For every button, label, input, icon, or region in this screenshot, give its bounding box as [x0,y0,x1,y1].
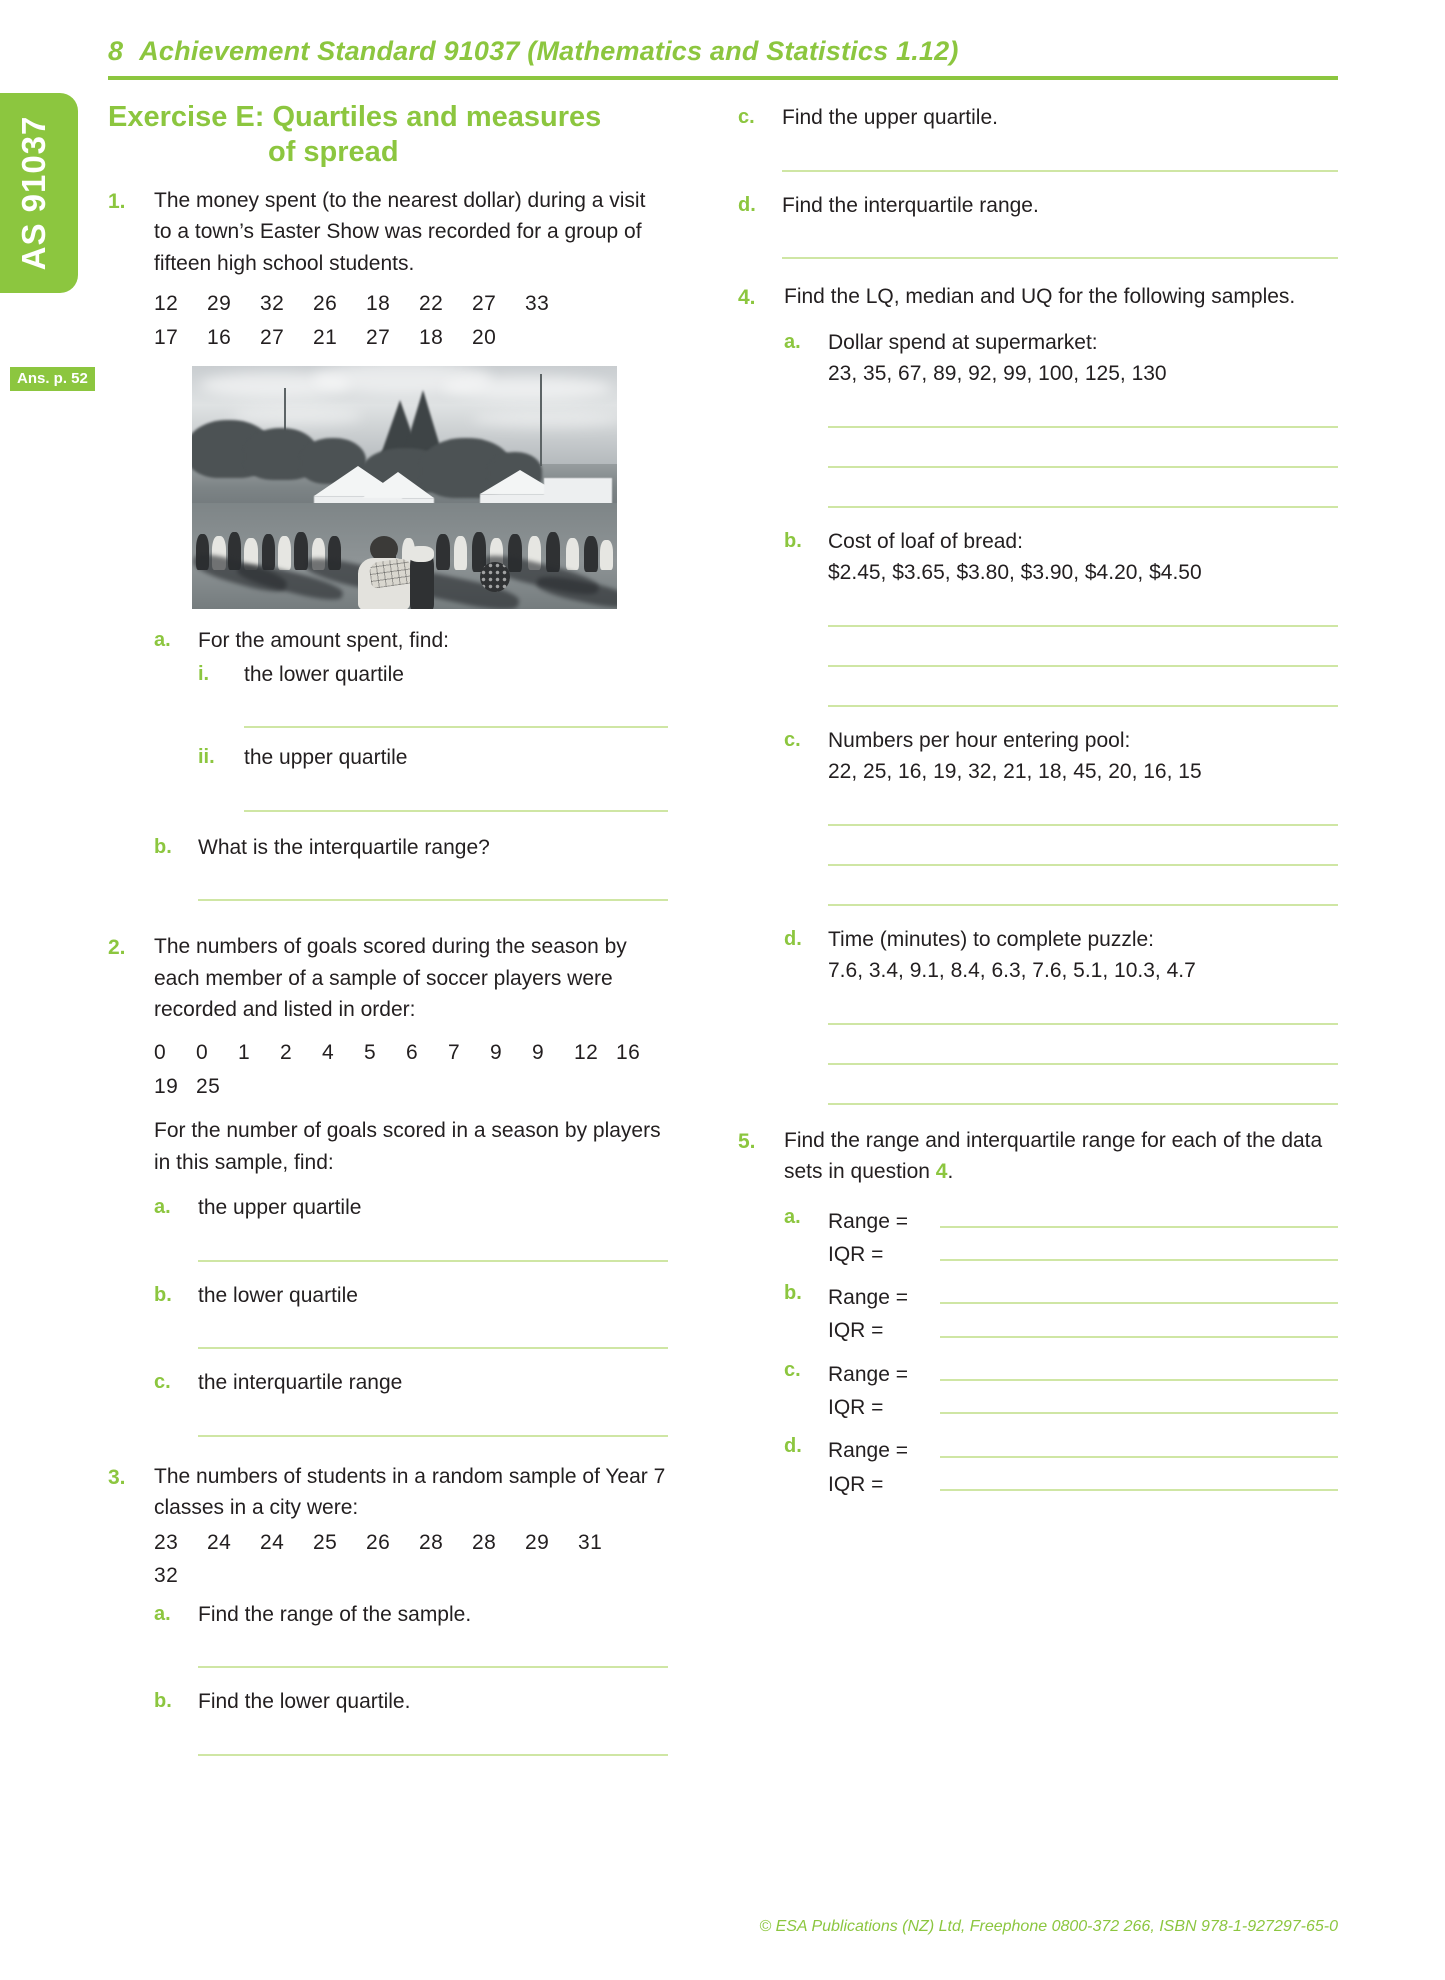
question-5b-iqr-row [828,1317,1338,1344]
data-value: 26 [366,1530,391,1554]
data-value: 27 [366,325,391,349]
answer-line[interactable] [940,1226,1338,1228]
question-3-data [154,1526,668,1593]
data-value: 29 [525,1530,550,1554]
data-value: 1 [238,1040,251,1064]
question-5a-range-row [828,1208,1338,1235]
data-value: 29 [207,292,232,316]
question-2c-text: the interquartile range [198,1371,403,1395]
data-value: 17 [154,325,179,349]
data-value: 27 [260,325,285,349]
data-value: 24 [207,1530,232,1554]
question-3c-text: Find the upper quartile. [782,106,998,129]
answer-line[interactable] [198,1435,668,1437]
question-1-data-row-1 [154,287,668,321]
answer-line[interactable] [244,726,668,728]
question-4b-label: b. [784,529,802,552]
question-1a-ii-text: the upper quartile [244,746,408,770]
question-4a-data: 23, 35, 67, 89, 92, 99, 100, 125, 130 [828,362,1167,385]
question-5b [784,1278,1338,1345]
answer-line[interactable] [782,170,1338,172]
question-5c-label: c. [784,1358,801,1381]
easter-show-photo [192,366,617,609]
question-4a-label: a. [784,330,801,353]
iqr-label: IQR = [828,1319,884,1343]
question-4 [738,281,1338,1105]
question-4c [784,725,1338,906]
data-value: 22 [419,292,444,316]
question-1a-i-label: i. [198,662,210,685]
question-1-text: The money spent (to the nearest dollar) during a visit to a town’s Easter Show was recorded for a group of fifteen high school students. [154,188,646,275]
question-5a-label: a. [784,1205,801,1228]
question-3c-label: c. [738,106,755,128]
answer-line[interactable] [828,1103,1338,1105]
iqr-label: IQR = [828,1242,884,1266]
question-1a [154,625,668,812]
answer-line[interactable] [198,1347,668,1349]
data-value: 28 [419,1530,444,1554]
question-5-number: 5. [738,1129,756,1153]
iqr-label: IQR = [828,1472,884,1496]
header-rule [108,76,1338,80]
question-4b-data: $2.45, $3.65, $3.80, $3.90, $4.20, $4.50 [828,561,1202,584]
question-4a [784,327,1338,508]
data-value: 6 [406,1040,419,1064]
answer-line[interactable] [940,1302,1338,1304]
question-3 [108,1461,668,1756]
question-5d-iqr-row [828,1471,1338,1498]
question-3b-text: Find the lower quartile. [198,1690,411,1714]
answer-line[interactable] [828,904,1338,906]
question-5-text-part1: Find the range and interquartile range for each of the data sets in question [784,1128,1323,1183]
question-2-number: 2. [108,936,126,960]
iqr-label: IQR = [828,1395,884,1419]
question-4c-data: 22, 25, 16, 19, 32, 21, 18, 45, 20, 16, 15 [828,760,1202,783]
data-value: 32 [154,1564,179,1588]
left-column [108,100,668,1758]
answer-line[interactable] [940,1412,1338,1414]
data-value: 23 [154,1530,179,1554]
question-1a-ii [198,742,668,812]
data-value: 16 [616,1040,641,1064]
question-5b-range-row [828,1284,1338,1311]
question-1b-label: b. [154,835,172,858]
data-value: 27 [472,292,497,316]
question-3d [738,190,1338,260]
data-value: 18 [419,325,444,349]
question-1b-text: What is the interquartile range? [198,835,490,859]
question-2a [154,1192,668,1262]
running-head [108,36,1338,67]
data-value: 24 [260,1530,285,1554]
range-label: Range = [828,1439,908,1463]
question-1a-i [198,659,668,729]
question-3b-label: b. [154,1690,172,1713]
question-3d-label: d. [738,193,756,216]
data-value: 5 [364,1040,377,1064]
question-5a [784,1202,1338,1269]
range-label: Range = [828,1286,908,1310]
question-2-text: The numbers of goals scored during the season by each member of a sample of soccer players were recorded and listed in order: [154,935,627,1022]
data-value: 2 [280,1040,293,1064]
answer-line[interactable] [940,1456,1338,1458]
data-value: 9 [490,1040,503,1064]
data-value: 28 [472,1530,497,1554]
data-value: 32 [260,292,285,316]
question-5-text-part2: . [947,1160,954,1183]
question-3a-text: Find the range of the sample. [198,1602,472,1626]
data-value: 4 [322,1040,335,1064]
range-label: Range = [828,1209,908,1233]
answer-line[interactable] [940,1336,1338,1338]
question-4a-text: Dollar spend at supermarket: [828,330,1098,354]
question-4c-text: Numbers per hour entering pool: [828,728,1131,752]
question-4-text: Find the LQ, median and UQ for the following samples. [784,285,1296,308]
question-3c [738,102,1338,172]
question-4d [784,924,1338,1105]
question-5d-label: d. [784,1435,802,1458]
data-value: 19 [154,1074,179,1098]
data-value: 12 [574,1040,599,1064]
question-2b [154,1280,668,1350]
question-2a-text: the upper quartile [198,1196,362,1220]
question-3a-label: a. [154,1602,171,1625]
question-4c-label: c. [784,728,801,751]
question-2-data [154,1036,668,1103]
question-3-number: 3. [108,1465,126,1489]
question-1b [154,832,668,902]
data-value: 12 [154,292,179,316]
question-1-data-row-2 [154,321,668,355]
data-value: 21 [313,325,338,349]
data-value: 25 [313,1530,338,1554]
exercise-title [108,100,668,171]
question-5-text [784,1125,1338,1188]
question-1a-ii-label: ii. [198,746,215,769]
answer-line[interactable] [940,1489,1338,1491]
question-5c [784,1355,1338,1422]
running-head-title: Achievement Standard 91037 (Mathematics and Statistics 1.12) [139,36,959,66]
data-value: 0 [154,1040,167,1064]
question-3b [154,1686,668,1756]
thumb-tab-label: AS 91037 [15,115,52,271]
question-3d-text: Find the interquartile range. [782,193,1039,217]
running-head-line [108,36,1338,67]
question-3a [154,1599,668,1669]
question-1 [108,185,668,902]
question-2c-label: c. [154,1371,171,1394]
data-value: 25 [196,1074,221,1098]
answer-line[interactable] [198,1666,668,1668]
question-1a-i-text: the lower quartile [244,662,404,686]
question-5c-range-row [828,1361,1338,1388]
page-number: 8 [108,36,124,66]
data-value: 16 [207,325,232,349]
data-value: 18 [366,292,391,316]
data-value: 31 [578,1530,603,1554]
question-2b-label: b. [154,1283,172,1306]
question-3-text: The numbers of students in a random sample of Year 7 classes in a city were: [154,1464,666,1520]
exercise-title-line1: Exercise E: Quartiles and measures [108,101,602,133]
range-label: Range = [828,1362,908,1386]
question-1-number: 1. [108,189,126,213]
answer-line[interactable] [198,899,668,901]
question-4b [784,526,1338,707]
question-4d-text: Time (minutes) to complete puzzle: [828,927,1155,951]
exercise-title-line2: of spread [268,136,399,169]
answer-line[interactable] [198,1754,668,1756]
answer-line[interactable] [940,1379,1338,1381]
question-2 [108,931,668,1436]
answer-page-reference: Ans. p. 52 [10,367,95,391]
data-value: 26 [313,292,338,316]
data-value: 9 [532,1040,545,1064]
question-5 [738,1125,1338,1498]
question-2-text-2: For the number of goals scored in a season by players in this sample, find: [154,1119,661,1174]
question-4b-text: Cost of loaf of bread: [828,529,1023,553]
question-5c-iqr-row [828,1394,1338,1421]
question-4d-data: 7.6, 3.4, 9.1, 8.4, 6.3, 7.6, 5.1, 10.3, 4.7 [828,959,1196,982]
question-5d-range-row [828,1437,1338,1464]
question-5d [784,1431,1338,1498]
page-footer: © ESA Publications (NZ) Ltd, Freephone 0800-372 266, ISBN 978-1-927297-65-0 [759,1918,1338,1935]
question-4d-label: d. [784,927,802,950]
data-value: 7 [448,1040,461,1064]
data-value: 0 [196,1040,209,1064]
answer-line[interactable] [244,810,668,812]
answer-line[interactable] [828,506,1338,508]
question-5b-label: b. [784,1282,802,1305]
answer-line[interactable] [782,257,1338,259]
question-5a-iqr-row [828,1241,1338,1268]
answer-line[interactable] [940,1259,1338,1261]
question-5-text-reference: 4 [935,1160,948,1183]
question-2c [154,1367,668,1437]
question-1a-text: For the amount spent, find: [198,629,449,653]
question-4-number: 4. [738,286,756,309]
answer-line[interactable] [198,1260,668,1262]
data-value: 20 [472,325,497,349]
question-2b-text: the lower quartile [198,1283,358,1307]
right-column [738,100,1338,1500]
question-1a-label: a. [154,629,171,652]
data-value: 33 [525,292,550,316]
question-2a-label: a. [154,1196,171,1219]
standard-thumb-tab [0,93,78,293]
answer-line[interactable] [828,705,1338,707]
